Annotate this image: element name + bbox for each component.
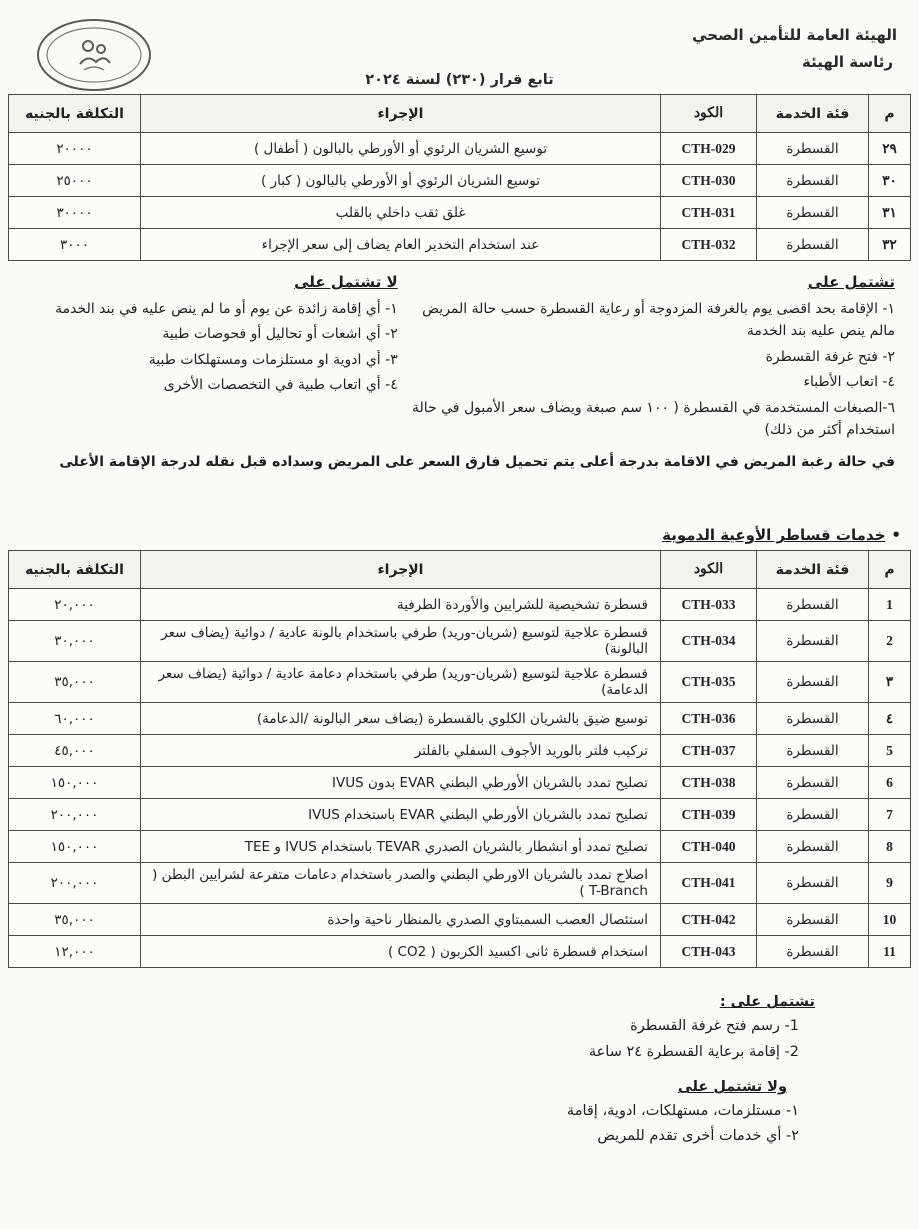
cell-category: القسطرة	[757, 197, 869, 229]
cell-num: 7	[869, 799, 911, 831]
list-item: ١- أي إقامة زائدة عن يوم أو ما لم ينص عليه في بند الخدمة	[55, 301, 398, 317]
list-item: 1- رسم فتح غرفة القسطرة	[630, 1018, 799, 1035]
table-row	[9, 703, 911, 735]
list-item: ٤- اتعاب الأطباء	[803, 374, 895, 391]
excludes-list	[18, 298, 398, 397]
list-item: ٣- أي ادوية او مستلزمات ومستهلكات طبية	[148, 351, 398, 368]
cell-category: القسطرة	[757, 735, 869, 767]
cell-cost: ٤٥,٠٠٠	[9, 735, 141, 767]
cell-code: CTH-034	[661, 621, 757, 662]
cell-procedure: قسطرة علاجية لتوسيع (شريان-وريد) طرفي باستخدام بالونة عادية / دوائية (يضاف سعر البالونة)	[141, 621, 661, 662]
cell-cost: ٣٥,٠٠٠	[9, 662, 141, 703]
cell-num: ٣١	[869, 197, 911, 229]
footer-includes-title: تشتمل على :	[719, 994, 815, 1011]
list-item: ٤- أي اتعاب طبية في التخصصات الأخرى	[163, 377, 398, 394]
cell-procedure: توسيع الشريان الرئوي أو الأورطي بالبالون ( كبار )	[141, 165, 661, 197]
col-header-cost: التكلفة بالجنيه	[9, 551, 141, 589]
cell-num: ٣	[869, 662, 911, 703]
footer-excludes-title: ولا تشتمل على	[677, 1079, 787, 1096]
cell-code: CTH-036	[661, 703, 757, 735]
excludes-block	[18, 273, 398, 444]
cell-num: 10	[869, 904, 911, 936]
table-row	[9, 904, 911, 936]
cell-cost: ٣٠,٠٠٠	[9, 621, 141, 662]
cell-cost: ٣٥,٠٠٠	[9, 904, 141, 936]
table1-body	[9, 133, 911, 261]
procedures-table-1	[8, 94, 911, 261]
cell-category: القسطرة	[757, 662, 869, 703]
cell-code: CTH-029	[661, 133, 757, 165]
cell-code: CTH-030	[661, 165, 757, 197]
cell-code: CTH-035	[661, 662, 757, 703]
col-header-procedure: الإجراء	[141, 95, 661, 133]
cell-category: القسطرة	[757, 799, 869, 831]
conditions-section	[8, 261, 911, 444]
cell-num: 1	[869, 589, 911, 621]
cell-code: CTH-033	[661, 589, 757, 621]
cell-cost: ١٢,٠٠٠	[9, 936, 141, 968]
section-title-vascular-catheters	[8, 526, 901, 544]
cell-procedure: قسطرة علاجية لتوسيع (شريان-وريد) طرفي باستخدام دعامة عادية / دوائية (يضاف سعر الدعامة)	[141, 662, 661, 703]
org-block	[692, 16, 897, 76]
col-header-category: فئة الخدمة	[757, 551, 869, 589]
cell-category: القسطرة	[757, 165, 869, 197]
section-title-text: خدمات قساطر الأوعية الدموية	[662, 526, 886, 545]
cell-code: CTH-040	[661, 831, 757, 863]
cell-cost: ١٥٠,٠٠٠	[9, 831, 141, 863]
col-header-cost: التكلفة بالجنيه	[9, 95, 141, 133]
cell-procedure: تصليح تمدد بالشريان الأورطي البطني EVAR بدون IVUS	[141, 767, 661, 799]
cell-procedure: استخدام قسطرة ثانى اكسيد الكربون ( CO2 )	[141, 936, 661, 968]
table-row	[9, 621, 911, 662]
cell-code: CTH-043	[661, 936, 757, 968]
upgrade-note: في حالة رغبة المريض في الاقامة بدرجة أعلى يتم تحميل فارق السعر على المريض وسداده قبل نقله لدرجة الإقامة الأعلى	[59, 454, 895, 471]
cell-category: القسطرة	[757, 133, 869, 165]
cell-code: CTH-041	[661, 863, 757, 904]
table-row	[9, 229, 911, 261]
col-header-procedure: الإجراء	[141, 551, 661, 589]
list-item: 2- إقامة برعاية القسطرة ٢٤ ساعة	[588, 1043, 799, 1060]
cell-category: القسطرة	[757, 589, 869, 621]
table-row	[9, 863, 911, 904]
cell-procedure: قسطرة تشخيصية للشرايين والأوردة الطرفية	[141, 589, 661, 621]
table1-header	[9, 95, 911, 133]
col-header-category: فئة الخدمة	[757, 95, 869, 133]
table-row	[9, 799, 911, 831]
cell-num: 2	[869, 621, 911, 662]
cell-code: CTH-042	[661, 904, 757, 936]
cell-code: CTH-038	[661, 767, 757, 799]
table-row	[9, 197, 911, 229]
footer-notes	[8, 968, 815, 1150]
footer-includes-list	[8, 1014, 815, 1065]
cell-cost: ١٥٠,٠٠٠	[9, 767, 141, 799]
includes-title: تشتمل على	[807, 273, 895, 291]
cell-num: 11	[869, 936, 911, 968]
table-row	[9, 936, 911, 968]
cell-category: القسطرة	[757, 936, 869, 968]
cell-cost: ٣٠٠٠٠	[9, 197, 141, 229]
cell-cost: ٣٠٠٠	[9, 229, 141, 261]
cell-num: 8	[869, 831, 911, 863]
cell-num: ٤	[869, 703, 911, 735]
cell-num: ٣٢	[869, 229, 911, 261]
cell-num: ٣٠	[869, 165, 911, 197]
cell-category: القسطرة	[757, 904, 869, 936]
decree-line: تابع قرار (٢٣٠) لسنة ٢٠٢٤	[365, 72, 554, 88]
cell-procedure: اصلاح تمدد بالشريان الاورطي البطني والصدر باستخدام دعامات متفرعة لشرايين البطن ( T-Branch )	[141, 863, 661, 904]
footer-excludes-list	[8, 1099, 815, 1150]
list-item: ١- مستلزمات، مستهلكات، ادوية، إقامة	[566, 1103, 799, 1120]
table-row	[9, 767, 911, 799]
cell-cost: ٢٠,٠٠٠	[9, 589, 141, 621]
table-header-row	[9, 95, 911, 133]
cell-procedure: تصليح تمدد بالشريان الأورطي البطني EVAR باستخدام IVUS	[141, 799, 661, 831]
org-seal-icon	[34, 16, 154, 94]
cell-procedure: توسيع الشريان الرئوي أو الأورطي بالبالون ( أطفال )	[141, 133, 661, 165]
list-item: ٢- أي اشعات أو تحاليل أو فحوصات طبية	[162, 326, 398, 343]
cell-cost: ٢٠٠٠٠	[9, 133, 141, 165]
bullet-icon: •	[891, 526, 901, 545]
cell-cost: ٢٠٠,٠٠٠	[9, 863, 141, 904]
list-item: ٢- أي خدمات أخرى تقدم للمريض	[597, 1128, 799, 1145]
cell-category: القسطرة	[757, 831, 869, 863]
col-header-code: الكود	[661, 95, 757, 133]
col-header-num: م	[869, 551, 911, 589]
procedures-table-2	[8, 550, 911, 968]
list-item: ١- الإقامة بحد اقصى يوم بالغرفة المزدوجة أو رعاية القسطرة حسب حالة المريض مالم ينص عليه بند الخدمة	[422, 301, 895, 340]
cell-num: 6	[869, 767, 911, 799]
col-header-code: الكود	[661, 551, 757, 589]
table-row	[9, 662, 911, 703]
org-dept: رئاسة الهيئة	[802, 53, 893, 71]
table-row	[9, 735, 911, 767]
cell-category: القسطرة	[757, 621, 869, 662]
cell-num: 5	[869, 735, 911, 767]
list-item: ٢- فتح غرفة القسطرة	[765, 348, 895, 365]
cell-cost: ٦٠,٠٠٠	[9, 703, 141, 735]
cell-cost: ٢٠٠,٠٠٠	[9, 799, 141, 831]
table-row	[9, 133, 911, 165]
cell-category: القسطرة	[757, 703, 869, 735]
cell-num: 9	[869, 863, 911, 904]
includes-list	[412, 298, 895, 441]
cell-code: CTH-031	[661, 197, 757, 229]
cell-procedure: عند استخدام التخدير العام يضاف إلى سعر الإجراء	[141, 229, 661, 261]
table2-body	[9, 589, 911, 968]
cell-procedure: غلق ثقب داخلي بالقلب	[141, 197, 661, 229]
list-item: ٦-الصبغات المستخدمة في القسطرة ( ١٠٠ سم صبغة ويضاف سعر الأمبول في حالة استخدام أكثر من ذلك)	[412, 399, 895, 438]
cell-code: CTH-039	[661, 799, 757, 831]
cell-code: CTH-032	[661, 229, 757, 261]
org-name: الهيئة العامة للتأمين الصحي	[692, 26, 897, 44]
table-row	[9, 589, 911, 621]
excludes-title: لا تشتمل على	[294, 273, 398, 291]
cell-procedure: تصليح تمدد أو انشطار بالشريان الصدري TEVAR باستخدام IVUS و TEE	[141, 831, 661, 863]
cell-procedure: توسيع ضيق بالشريان الكلوي بالقسطرة (يضاف سعر البالونة /الدعامة)	[141, 703, 661, 735]
cell-category: القسطرة	[757, 863, 869, 904]
cell-cost: ٢٥٠٠٠	[9, 165, 141, 197]
cell-code: CTH-037	[661, 735, 757, 767]
cell-procedure: تركيب فلتر بالوريد الأجوف السفلي بالفلتر	[141, 735, 661, 767]
table-row	[9, 831, 911, 863]
cell-category: القسطرة	[757, 767, 869, 799]
cell-num: ٢٩	[869, 133, 911, 165]
table-header-row	[9, 551, 911, 589]
col-header-num: م	[869, 95, 911, 133]
cell-procedure: استئصال العصب السمبتاوي الصدري بالمنظار ناحية واحدة	[141, 904, 661, 936]
table-row	[9, 165, 911, 197]
cell-category: القسطرة	[757, 229, 869, 261]
table2-header	[9, 551, 911, 589]
includes-block	[412, 273, 895, 444]
